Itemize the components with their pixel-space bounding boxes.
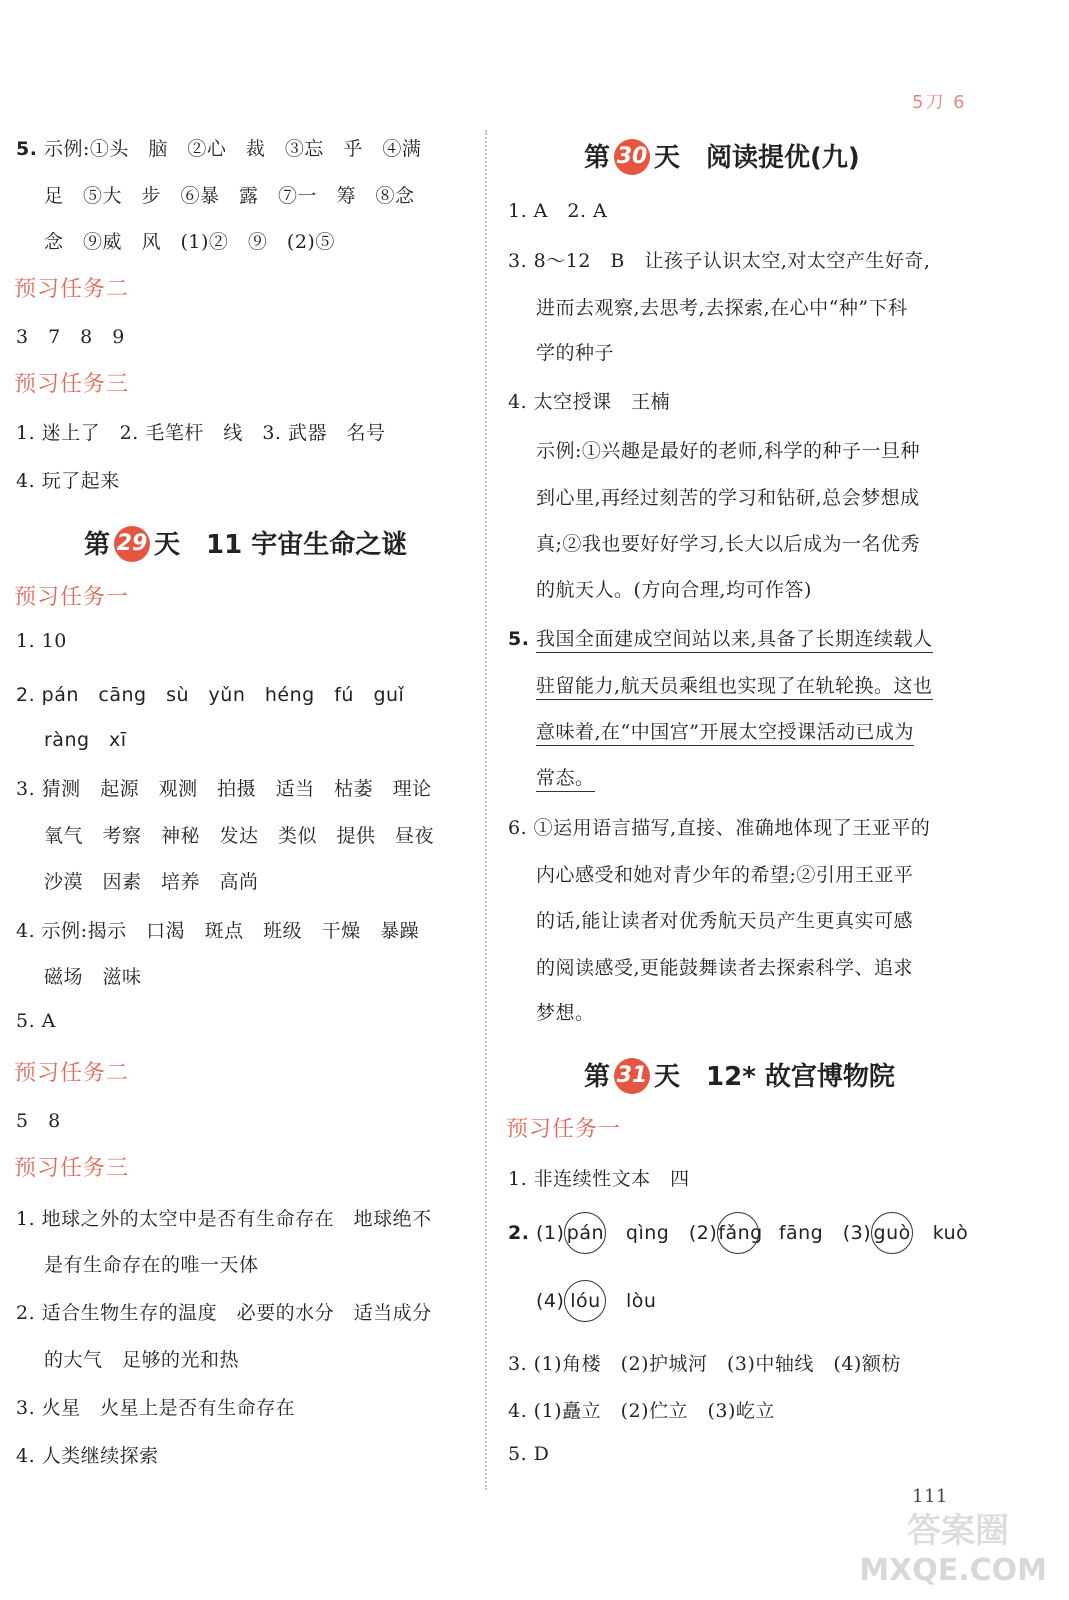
answer-line: 真;②我也要好好学习,长大以后成为一名优秀 [536, 533, 920, 555]
page-header: 5刀 6 [912, 92, 967, 113]
day-30-title: 第 30 天 阅读提优(九) [584, 137, 860, 177]
task-heading: 预习任务一 [506, 1117, 622, 1142]
answer-line: 氧气 考察 神秘 发达 类似 提供 昼夜 [44, 825, 435, 847]
circled-pinyin: guò [871, 1212, 913, 1254]
answer-line: 驻留能力,航天员乘组也实现了在轨轮换。这也 [536, 671, 933, 698]
answer-line: 磁场 滋味 [44, 966, 142, 988]
answer-line: 5. A [16, 1010, 56, 1032]
answer-line: 到心里,再经过刻苦的学习和钻研,总会梦想成 [536, 487, 920, 509]
answer-line: 3. 猜测 起源 观测 拍摄 适当 枯萎 理论 [16, 778, 432, 800]
answer-line: 2. pán cāng sù yǔn héng fú guǐ [16, 684, 405, 706]
answer-line: 的话,能让读者对优秀航天员产生更真实可感 [536, 910, 914, 932]
task-heading: 预习任务三 [14, 372, 130, 397]
circled-pinyin: fǎng [717, 1212, 759, 1254]
watermark-url: MXQE.COM [859, 1553, 1047, 1588]
answer-line: 的航天人。(方向合理,均可作答) [536, 579, 812, 601]
answer-line: 梦想。 [536, 1002, 595, 1024]
day-31-title: 第 31 天 12* 故宫博物院 [584, 1056, 895, 1096]
answer-5-line3: 念 ⑨威 风 (1)② ⑨ (2)⑤ [44, 231, 335, 253]
answer-line: 3. 8～12 B 让孩子认识太空,对太空产生好奇, [508, 250, 931, 272]
circled-pinyin: pán [564, 1212, 606, 1254]
answer-5-line2: 足 ⑤大 步 ⑥暴 露 ⑦一 筹 ⑧念 [44, 185, 415, 207]
answer-line: 3. 火星 火星上是否有生命存在 [16, 1397, 296, 1419]
answer-line: 4. (1)矗立 (2)伫立 (3)屹立 [508, 1400, 775, 1422]
watermark-logo: 答案圈 [907, 1511, 1009, 1551]
answer-line: 4. 人类继续探索 [16, 1445, 159, 1467]
answer-line: 沙漠 因素 培养 高尚 [44, 871, 259, 893]
answer-line: 1. A 2. A [508, 200, 608, 222]
answer-line: 示例:①兴趣是最好的老师,科学的种子一旦种 [536, 440, 920, 462]
task-heading: 预习任务二 [14, 277, 130, 302]
answer-line: 进而去观察,去思考,去探索,在心中“种”下科 [536, 297, 908, 319]
answer-line: 4. 玩了起来 [16, 470, 120, 492]
answer-line: 的阅读感受,更能鼓舞读者去探索科学、追求 [536, 957, 914, 979]
answer-line: 的大气 足够的光和热 [44, 1349, 240, 1371]
answer-line: 1. 迷上了 2. 毛笔杆 线 3. 武器 名号 [16, 422, 386, 444]
answer-line: 学的种子 [536, 342, 615, 364]
answer-5-underlined: 5. 我国全面建成空间站以来,具备了长期连续载人 [508, 624, 933, 651]
answer-line: 内心感受和她对青少年的希望;②引用王亚平 [536, 864, 914, 886]
pinyin-answer-line: 2. (1) pán qìng (2)fǎng fāng (3) guò kuò [508, 1212, 968, 1254]
answer-line: 1. 10 [16, 630, 67, 652]
day-number-badge: 30 [614, 139, 650, 175]
day-29-title: 第 29 天 11 宇宙生命之谜 [84, 524, 407, 564]
task-heading: 预习任务二 [14, 1061, 130, 1086]
answer-line: 常态。 [536, 763, 595, 790]
answer-line: 1. 地球之外的太空中是否有生命存在 地球绝不 [16, 1208, 432, 1230]
answer-line: 2. 适合生物生存的温度 必要的水分 适当成分 [16, 1302, 432, 1324]
task-answer: 3 7 8 9 [16, 326, 125, 348]
answer-5-line1: 5. 示例:①头 脑 ②心 裁 ③忘 乎 ④满 [16, 138, 422, 160]
task-heading: 预习任务一 [14, 585, 130, 610]
page-number: 111 [912, 1486, 948, 1507]
answer-line: ràng xī [44, 729, 127, 751]
answer-line: 3. (1)角楼 (2)护城河 (3)中轴线 (4)额枋 [508, 1353, 901, 1375]
answer-line: 6. ①运用语言描写,直接、准确地体现了王亚平的 [508, 817, 931, 839]
answer-line: 意味着,在“中国宫”开展太空授课活动已成为 [536, 717, 914, 744]
answer-line: 1. 非连续性文本 四 [508, 1168, 690, 1190]
answer-line: 是有生命存在的唯一天体 [44, 1254, 259, 1276]
pinyin-answer-line: (4) lóu lòu [536, 1280, 656, 1322]
circled-pinyin: lóu [564, 1280, 606, 1322]
day-number-badge: 29 [114, 526, 150, 562]
day-number-badge: 31 [614, 1058, 650, 1094]
answer-line: 4. 示例:揭示 口渴 斑点 班级 干燥 暴躁 [16, 920, 420, 942]
column-divider [485, 130, 487, 1490]
answer-line: 5. D [508, 1443, 550, 1465]
answer-line: 4. 太空授课 王楠 [508, 391, 671, 413]
task-heading: 预习任务三 [14, 1156, 130, 1181]
task-answer: 5 8 [16, 1110, 61, 1132]
